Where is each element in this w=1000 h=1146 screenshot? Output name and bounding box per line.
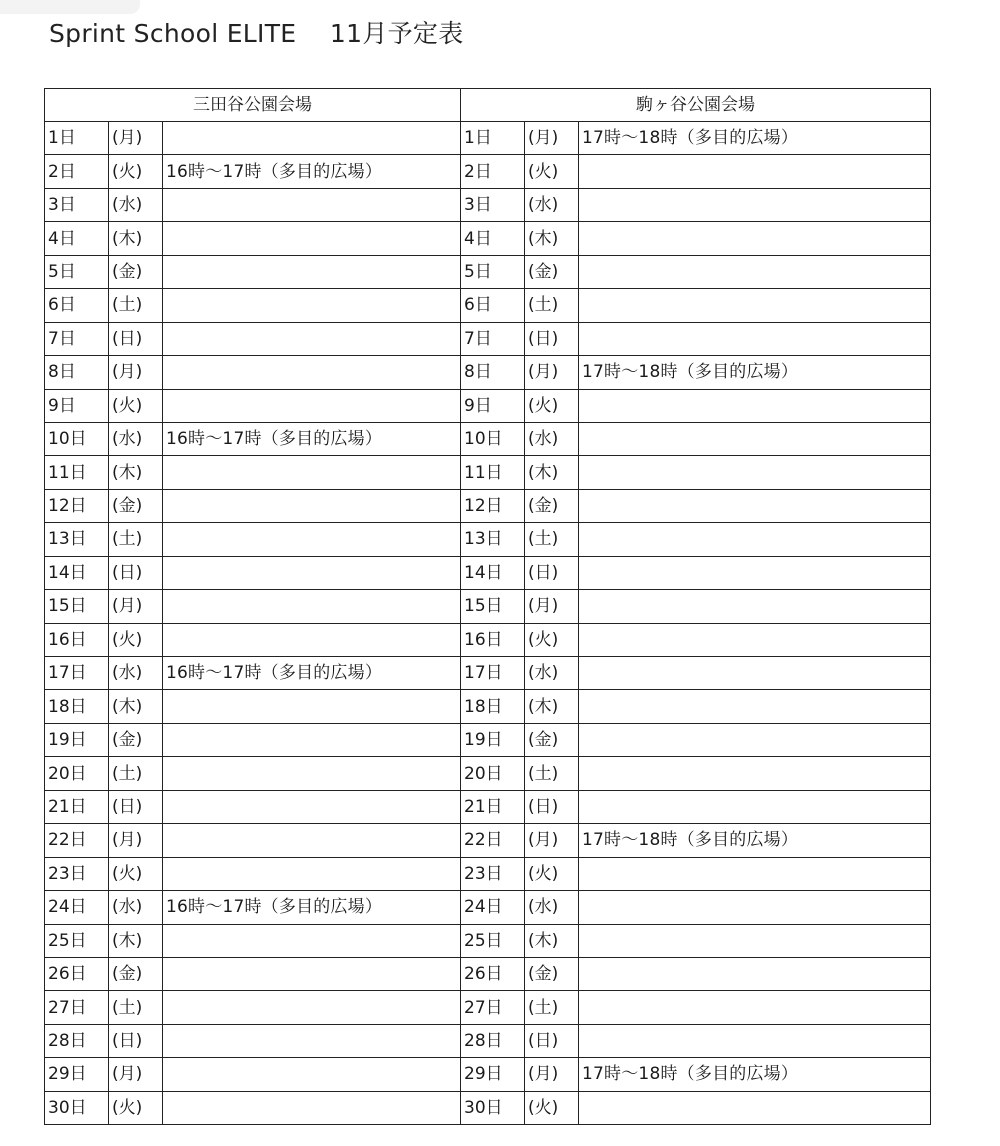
weekday-cell: (水) [525,657,579,690]
weekday-cell: (日) [109,556,163,589]
mitaya-event-cell [163,188,461,221]
weekday-cell: (金) [109,255,163,288]
day-cell: 21日 [461,790,525,823]
weekday-cell: (土) [525,289,579,322]
mitaya-event-cell [163,623,461,656]
komagaya-event-cell [579,623,931,656]
mitaya-event-cell [163,556,461,589]
weekday-cell: (水) [525,422,579,455]
weekday-cell: (月) [525,590,579,623]
day-cell: 15日 [461,590,525,623]
day-cell: 8日 [461,356,525,389]
day-cell: 8日 [45,356,109,389]
table-row [45,188,931,221]
day-cell: 18日 [45,690,109,723]
weekday-cell: (日) [109,1024,163,1057]
weekday-cell: (水) [525,188,579,221]
table-row [45,322,931,355]
day-cell: 17日 [45,657,109,690]
day-cell: 2日 [45,155,109,188]
weekday-cell: (月) [109,824,163,857]
page-title: Sprint School ELITE 11月予定表 [49,19,464,48]
mitaya-event-cell [163,456,461,489]
mitaya-event-cell [163,489,461,522]
weekday-cell: (火) [109,857,163,890]
day-cell: 22日 [461,824,525,857]
schedule-rows [45,122,931,1125]
komagaya-event-cell [579,924,931,957]
weekday-cell: (月) [525,122,579,155]
table-row [45,957,931,990]
day-cell: 29日 [45,1058,109,1091]
day-cell: 17日 [461,657,525,690]
weekday-cell: (火) [525,857,579,890]
weekday-cell: (日) [109,322,163,355]
weekday-cell: (日) [109,790,163,823]
mitaya-event-cell [163,790,461,823]
komagaya-event-cell: 17時〜18時（多目的広場） [579,824,931,857]
komagaya-event-cell [579,723,931,756]
weekday-cell: (土) [109,523,163,556]
mitaya-event-cell [163,824,461,857]
day-cell: 30日 [45,1091,109,1124]
table-row [45,356,931,389]
weekday-cell: (火) [109,389,163,422]
mitaya-event-cell [163,289,461,322]
day-cell: 23日 [461,857,525,890]
mitaya-event-cell [163,122,461,155]
mitaya-event-cell: 16時〜17時（多目的広場） [163,155,461,188]
weekday-cell: (日) [525,556,579,589]
day-cell: 28日 [45,1024,109,1057]
table-row [45,590,931,623]
weekday-cell: (木) [525,924,579,957]
mitaya-event-cell [163,255,461,288]
day-cell: 20日 [461,757,525,790]
day-cell: 1日 [45,122,109,155]
table-row [45,289,931,322]
day-cell: 6日 [45,289,109,322]
day-cell: 15日 [45,590,109,623]
day-cell: 9日 [461,389,525,422]
weekday-cell: (木) [525,690,579,723]
weekday-cell: (金) [109,723,163,756]
day-cell: 11日 [461,456,525,489]
weekday-cell: (金) [525,489,579,522]
day-cell: 20日 [45,757,109,790]
day-cell: 14日 [45,556,109,589]
mitaya-event-cell [163,389,461,422]
day-cell: 12日 [461,489,525,522]
table-row [45,422,931,455]
mitaya-event-cell [163,523,461,556]
day-cell: 24日 [45,891,109,924]
mitaya-event-cell: 16時〜17時（多目的広場） [163,422,461,455]
weekday-cell: (水) [109,188,163,221]
weekday-cell: (木) [109,690,163,723]
komagaya-event-cell [579,222,931,255]
weekday-cell: (火) [109,623,163,656]
weekday-cell: (月) [525,356,579,389]
weekday-cell: (木) [109,924,163,957]
day-cell: 22日 [45,824,109,857]
mitaya-event-cell [163,1091,461,1124]
komagaya-event-cell [579,590,931,623]
weekday-cell: (月) [109,122,163,155]
weekday-cell: (日) [525,1024,579,1057]
day-cell: 7日 [45,322,109,355]
komagaya-event-cell [579,957,931,990]
day-cell: 2日 [461,155,525,188]
weekday-cell: (日) [525,322,579,355]
table-row [45,122,931,155]
table-row [45,523,931,556]
venue-header-komagaya: 駒ヶ谷公園会場 [461,89,931,122]
day-cell: 4日 [45,222,109,255]
weekday-cell: (金) [109,489,163,522]
venue-header-mitaya: 三田谷公園会場 [45,89,461,122]
weekday-cell: (水) [109,657,163,690]
weekday-cell: (土) [525,991,579,1024]
day-cell: 9日 [45,389,109,422]
day-cell: 5日 [45,255,109,288]
komagaya-event-cell [579,556,931,589]
table-row [45,857,931,890]
day-cell: 6日 [461,289,525,322]
komagaya-event-cell [579,155,931,188]
table-row [45,924,931,957]
table-row [45,790,931,823]
weekday-cell: (木) [109,456,163,489]
table-row [45,690,931,723]
komagaya-event-cell [579,255,931,288]
komagaya-event-cell: 17時〜18時（多目的広場） [579,1058,931,1091]
table-row [45,657,931,690]
weekday-cell: (日) [525,790,579,823]
weekday-cell: (火) [109,155,163,188]
mitaya-event-cell [163,723,461,756]
weekday-cell: (土) [525,523,579,556]
mitaya-event-cell [163,991,461,1024]
komagaya-event-cell [579,757,931,790]
table-row [45,824,931,857]
weekday-cell: (金) [525,723,579,756]
table-row [45,222,931,255]
day-cell: 14日 [461,556,525,589]
komagaya-event-cell [579,322,931,355]
day-cell: 25日 [461,924,525,957]
weekday-cell: (木) [525,456,579,489]
komagaya-event-cell [579,289,931,322]
weekday-cell: (月) [109,1058,163,1091]
day-cell: 24日 [461,891,525,924]
weekday-cell: (水) [109,891,163,924]
mitaya-event-cell [163,957,461,990]
table-row [45,1091,931,1124]
weekday-cell: (金) [525,957,579,990]
weekday-cell: (火) [525,389,579,422]
mitaya-event-cell [163,222,461,255]
komagaya-event-cell [579,891,931,924]
day-cell: 13日 [45,523,109,556]
table-row [45,723,931,756]
komagaya-event-cell [579,389,931,422]
weekday-cell: (月) [525,824,579,857]
mitaya-event-cell [163,356,461,389]
weekday-cell: (月) [109,356,163,389]
komagaya-event-cell [579,188,931,221]
komagaya-event-cell [579,857,931,890]
day-cell: 19日 [461,723,525,756]
weekday-cell: (土) [525,757,579,790]
table-row [45,1024,931,1057]
day-cell: 26日 [461,957,525,990]
weekday-cell: (木) [109,222,163,255]
table-row [45,757,931,790]
day-cell: 10日 [45,422,109,455]
day-cell: 10日 [461,422,525,455]
mitaya-event-cell [163,924,461,957]
komagaya-event-cell [579,657,931,690]
day-cell: 27日 [45,991,109,1024]
table-row [45,155,931,188]
day-cell: 11日 [45,456,109,489]
day-cell: 13日 [461,523,525,556]
day-cell: 4日 [461,222,525,255]
weekday-cell: (土) [109,289,163,322]
venue-header-row [45,89,931,122]
mitaya-event-cell: 16時〜17時（多目的広場） [163,657,461,690]
table-row [45,456,931,489]
day-cell: 19日 [45,723,109,756]
mitaya-event-cell [163,322,461,355]
weekday-cell: (火) [525,155,579,188]
weekday-cell: (木) [525,222,579,255]
day-cell: 27日 [461,991,525,1024]
mitaya-event-cell [163,857,461,890]
weekday-cell: (水) [109,422,163,455]
mitaya-event-cell: 16時〜17時（多目的広場） [163,891,461,924]
weekday-cell: (金) [525,255,579,288]
komagaya-event-cell: 17時〜18時（多目的広場） [579,356,931,389]
mitaya-event-cell [163,1024,461,1057]
weekday-cell: (火) [109,1091,163,1124]
day-cell: 5日 [461,255,525,288]
komagaya-event-cell [579,1091,931,1124]
komagaya-event-cell [579,1024,931,1057]
table-row [45,389,931,422]
komagaya-event-cell [579,422,931,455]
table-row [45,623,931,656]
weekday-cell: (月) [109,590,163,623]
weekday-cell: (土) [109,757,163,790]
day-cell: 16日 [45,623,109,656]
mitaya-event-cell [163,590,461,623]
table-row [45,556,931,589]
day-cell: 25日 [45,924,109,957]
weekday-cell: (火) [525,1091,579,1124]
komagaya-event-cell [579,790,931,823]
komagaya-event-cell [579,991,931,1024]
komagaya-event-cell [579,456,931,489]
day-cell: 12日 [45,489,109,522]
komagaya-event-cell [579,690,931,723]
komagaya-event-cell [579,489,931,522]
day-cell: 3日 [461,188,525,221]
weekday-cell: (金) [109,957,163,990]
weekday-cell: (水) [525,891,579,924]
schedule-table [44,88,931,1125]
day-cell: 18日 [461,690,525,723]
table-row [45,991,931,1024]
mitaya-event-cell [163,1058,461,1091]
komagaya-event-cell [579,523,931,556]
weekday-cell: (土) [109,991,163,1024]
table-row [45,1058,931,1091]
day-cell: 23日 [45,857,109,890]
mitaya-event-cell [163,690,461,723]
day-cell: 29日 [461,1058,525,1091]
weekday-cell: (火) [525,623,579,656]
table-row [45,255,931,288]
komagaya-event-cell: 17時〜18時（多目的広場） [579,122,931,155]
day-cell: 21日 [45,790,109,823]
day-cell: 28日 [461,1024,525,1057]
day-cell: 1日 [461,122,525,155]
table-row [45,891,931,924]
mitaya-event-cell [163,757,461,790]
weekday-cell: (月) [525,1058,579,1091]
day-cell: 30日 [461,1091,525,1124]
table-row [45,489,931,522]
day-cell: 7日 [461,322,525,355]
top-corner-shade [0,0,140,14]
day-cell: 3日 [45,188,109,221]
day-cell: 26日 [45,957,109,990]
day-cell: 16日 [461,623,525,656]
